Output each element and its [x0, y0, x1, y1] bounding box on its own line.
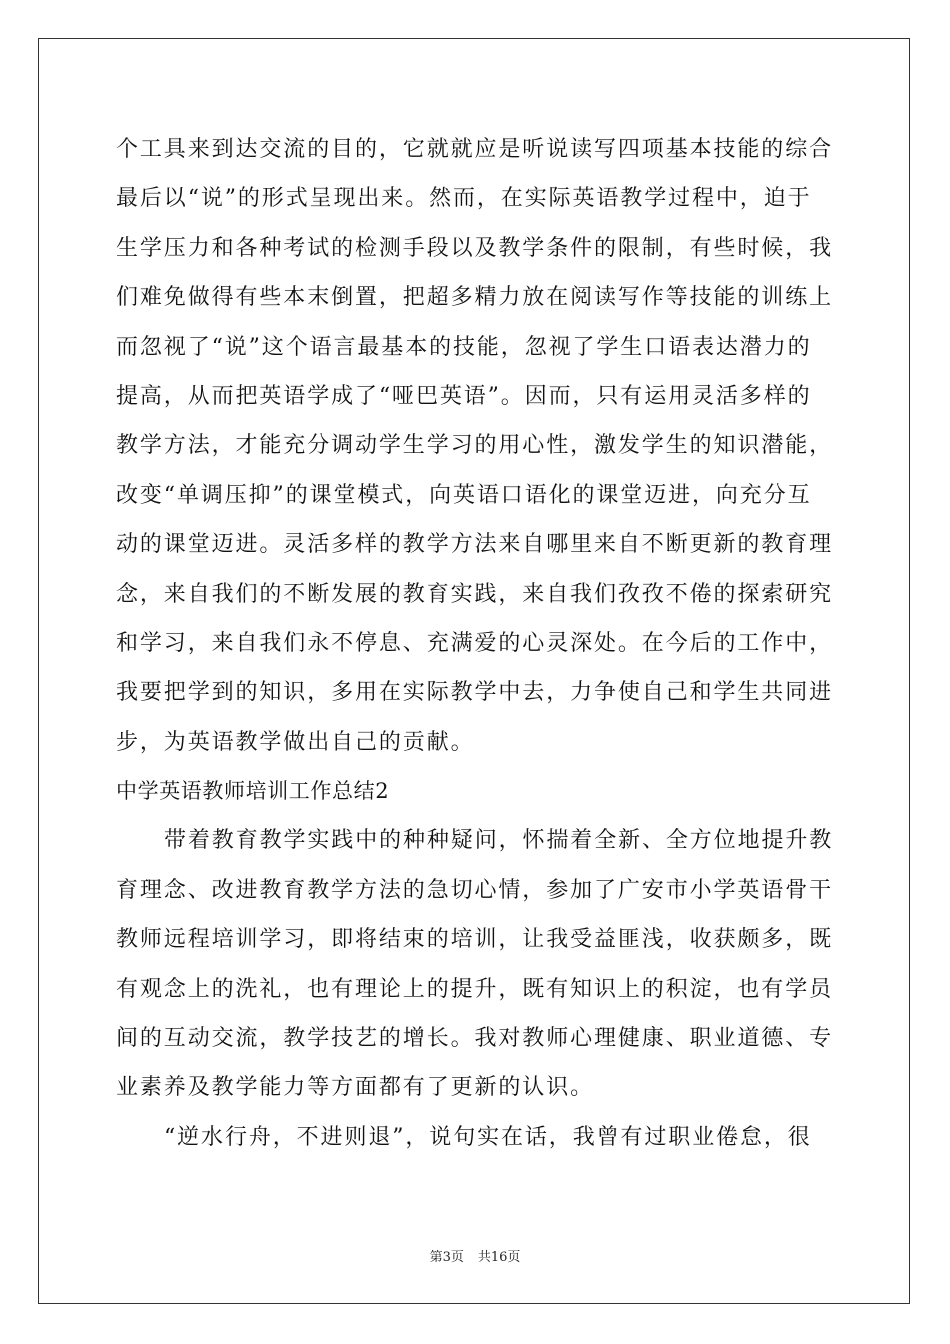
text-line: 育理念、改进教育教学方法的急切心情，参加了广安市小学英语骨干 [116, 877, 834, 903]
paragraph-3 [116, 1113, 836, 1162]
text-line: 业素养及教学能力等方面都有了更新的认识。 [116, 1075, 595, 1101]
text-line: “逆水行舟，不进则退”，说句实在话，我曾有过职业倦怠，很 [164, 1124, 812, 1150]
text-line: 间的互动交流，教学技艺的增长。我对教师心理健康、职业道德、专 [116, 1026, 834, 1052]
text-line: 而忽视了“说”这个语言最基本的技能，忽视了学生口语表达潜力的 [116, 334, 812, 360]
text-line: 有观念上的洗礼，也有理论上的提升，既有知识上的积淀，也有学员 [116, 976, 834, 1002]
text-line: 动的课堂迈进。灵活多样的教学方法来自哪里来自不断更新的教育理 [116, 532, 834, 558]
text-line: 教师远程培训学习，即将结束的培训，让我受益匪浅，收获颇多，既 [116, 927, 834, 953]
text-line: 个工具来到达交流的目的，它就就应是听说读写四项基本技能的综合 [116, 137, 834, 162]
text-line: 生学压力和各种考试的检测手段以及教学条件的限制，有些时候，我 [116, 235, 834, 261]
text-line: 念，来自我们的不断发展的教育实践，来自我们孜孜不倦的探索研究 [116, 581, 834, 607]
paragraph-2 [116, 816, 836, 1112]
text-line: 带着教育教学实践中的种种疑问，怀揣着全新、全方位地提升教 [164, 828, 834, 854]
text-line: 和学习，来自我们永不停息、充满爱的心灵深处。在今后的工作中， [116, 630, 834, 656]
text-line: 我要把学到的知识，多用在实际教学中去，力争使自己和学生共同进 [116, 680, 834, 706]
text-line: 步，为英语教学做出自己的贡献。 [116, 729, 475, 755]
page-total: 共16页 [477, 1250, 521, 1265]
page-number: 第3页 [429, 1250, 464, 1265]
text-line: 提高，从而把英语学成了“哑巴英语”。因而，只有运用灵活多样的 [116, 383, 812, 409]
text-line: 教学方法，才能充分调动学生学习的用心性，激发学生的知识潜能， [116, 433, 834, 459]
text-line: 改变“单调压抑”的课堂模式，向英语口语化的课堂迈进，向充分互 [116, 482, 812, 508]
section-heading: 中学英语教师培训工作总结2 [116, 779, 390, 804]
paragraph-1 [116, 125, 836, 767]
page-footer [0, 1246, 950, 1265]
text-line: 最后以“说”的形式呈现出来。然而，在实际英语教学过程中，迫于 [116, 186, 812, 212]
document-body [116, 125, 836, 1162]
text-line: 们难免做得有些本末倒置，把超多精力放在阅读写作等技能的训练上 [116, 285, 834, 311]
